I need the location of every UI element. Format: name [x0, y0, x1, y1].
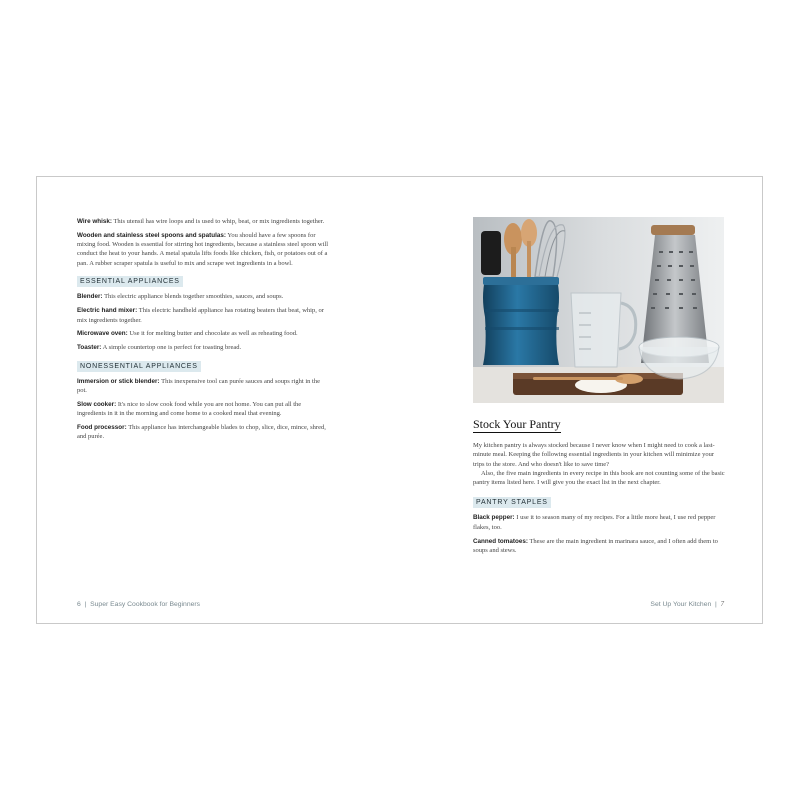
chapter-title: Set Up Your Kitchen — [650, 601, 712, 608]
page-heading: Stock Your Pantry — [473, 417, 561, 431]
kitchen-utensils-photo — [473, 217, 724, 403]
right-page-footer — [650, 601, 724, 608]
section-heading-essential-appliances: ESSENTIAL APPLIANCES — [77, 276, 183, 287]
entry-blender: Blender: This electric appliance blends together smoothies, sauces, and soups. — [77, 293, 284, 301]
entry-food-processor: Food processor: This appliance has interchangeable blades to chop, slice, dice, mince, shred, and purée. — [77, 424, 326, 441]
left-page-column — [77, 217, 329, 446]
section-heading-nonessential-appliances: NONESSENTIAL APPLIANCES — [77, 361, 201, 372]
book-title: Super Easy Cookbook for Beginners — [90, 601, 201, 608]
right-page-column — [473, 417, 725, 560]
entry-slow-cooker: Slow cooker: It's nice to slow cook food while you are not home. You can put all the ingredients in it in the morning and come home to a cooked meal that evening. — [77, 401, 302, 418]
entry-canned-tomatoes: Canned tomatoes: These are the main ingredient in marinara sauce, and I often add them to soups and stews. — [473, 537, 718, 554]
entry-wire-whisk: Wire whisk: This utensil has wire loops and is used to whip, beat, or mix ingredients together. — [77, 218, 325, 225]
footer-separator: | — [84, 601, 87, 608]
entry-black-pepper: Black pepper: I use it to season many of my recipes. For a little more heat, I use red pepper flakes, too. — [473, 514, 716, 531]
entry-spoons-spatulas: Wooden and stainless steel spoons and spatulas: You should have a few spoons for mixing food. Wooden is essential for stirring hot ingredients, because a stainless steel spoon will conduct the heat to your hands. A metal spatula lifts foods like chicken, fish, or potatoes out of a pan. A rubber scraper spatula is useful to mix and scrape wet ingredients in a bowl. — [77, 231, 329, 267]
page-number-left: 6 — [77, 601, 81, 608]
entry-immersion-blender: Immersion or stick blender: This inexpensive tool can purée sauces and soups right in the pot. — [77, 377, 320, 395]
intro-paragraph: My kitchen pantry is always stocked because I never know when I might need to cook a last-minute meal. Keeping the following essential ingredients in your kitchen will minimize your trips to the store. And who doesn't like to save time? — [473, 442, 715, 468]
footer-separator: | — [715, 601, 717, 608]
entry-hand-mixer: Electric hand mixer: This electric handheld appliance has rotating beaters that beat, whip, or mix ingredients together. — [77, 307, 324, 324]
second-paragraph: Also, the five main ingredients in every recipe in this book are not counting some of the basic pantry items listed here. I will give you the exact list in the next chapter. — [473, 469, 725, 487]
entry-toaster: Toaster: A simple countertop one is perfect for toasting bread. — [77, 344, 242, 352]
left-page-footer — [77, 601, 200, 608]
entry-microwave: Microwave oven: Use it for melting butter and chocolate as well as reheating food. — [77, 330, 298, 338]
page-number-right: 7 — [720, 601, 724, 608]
section-heading-pantry-staples: PANTRY STAPLES — [473, 497, 551, 508]
book-spread — [36, 176, 763, 624]
